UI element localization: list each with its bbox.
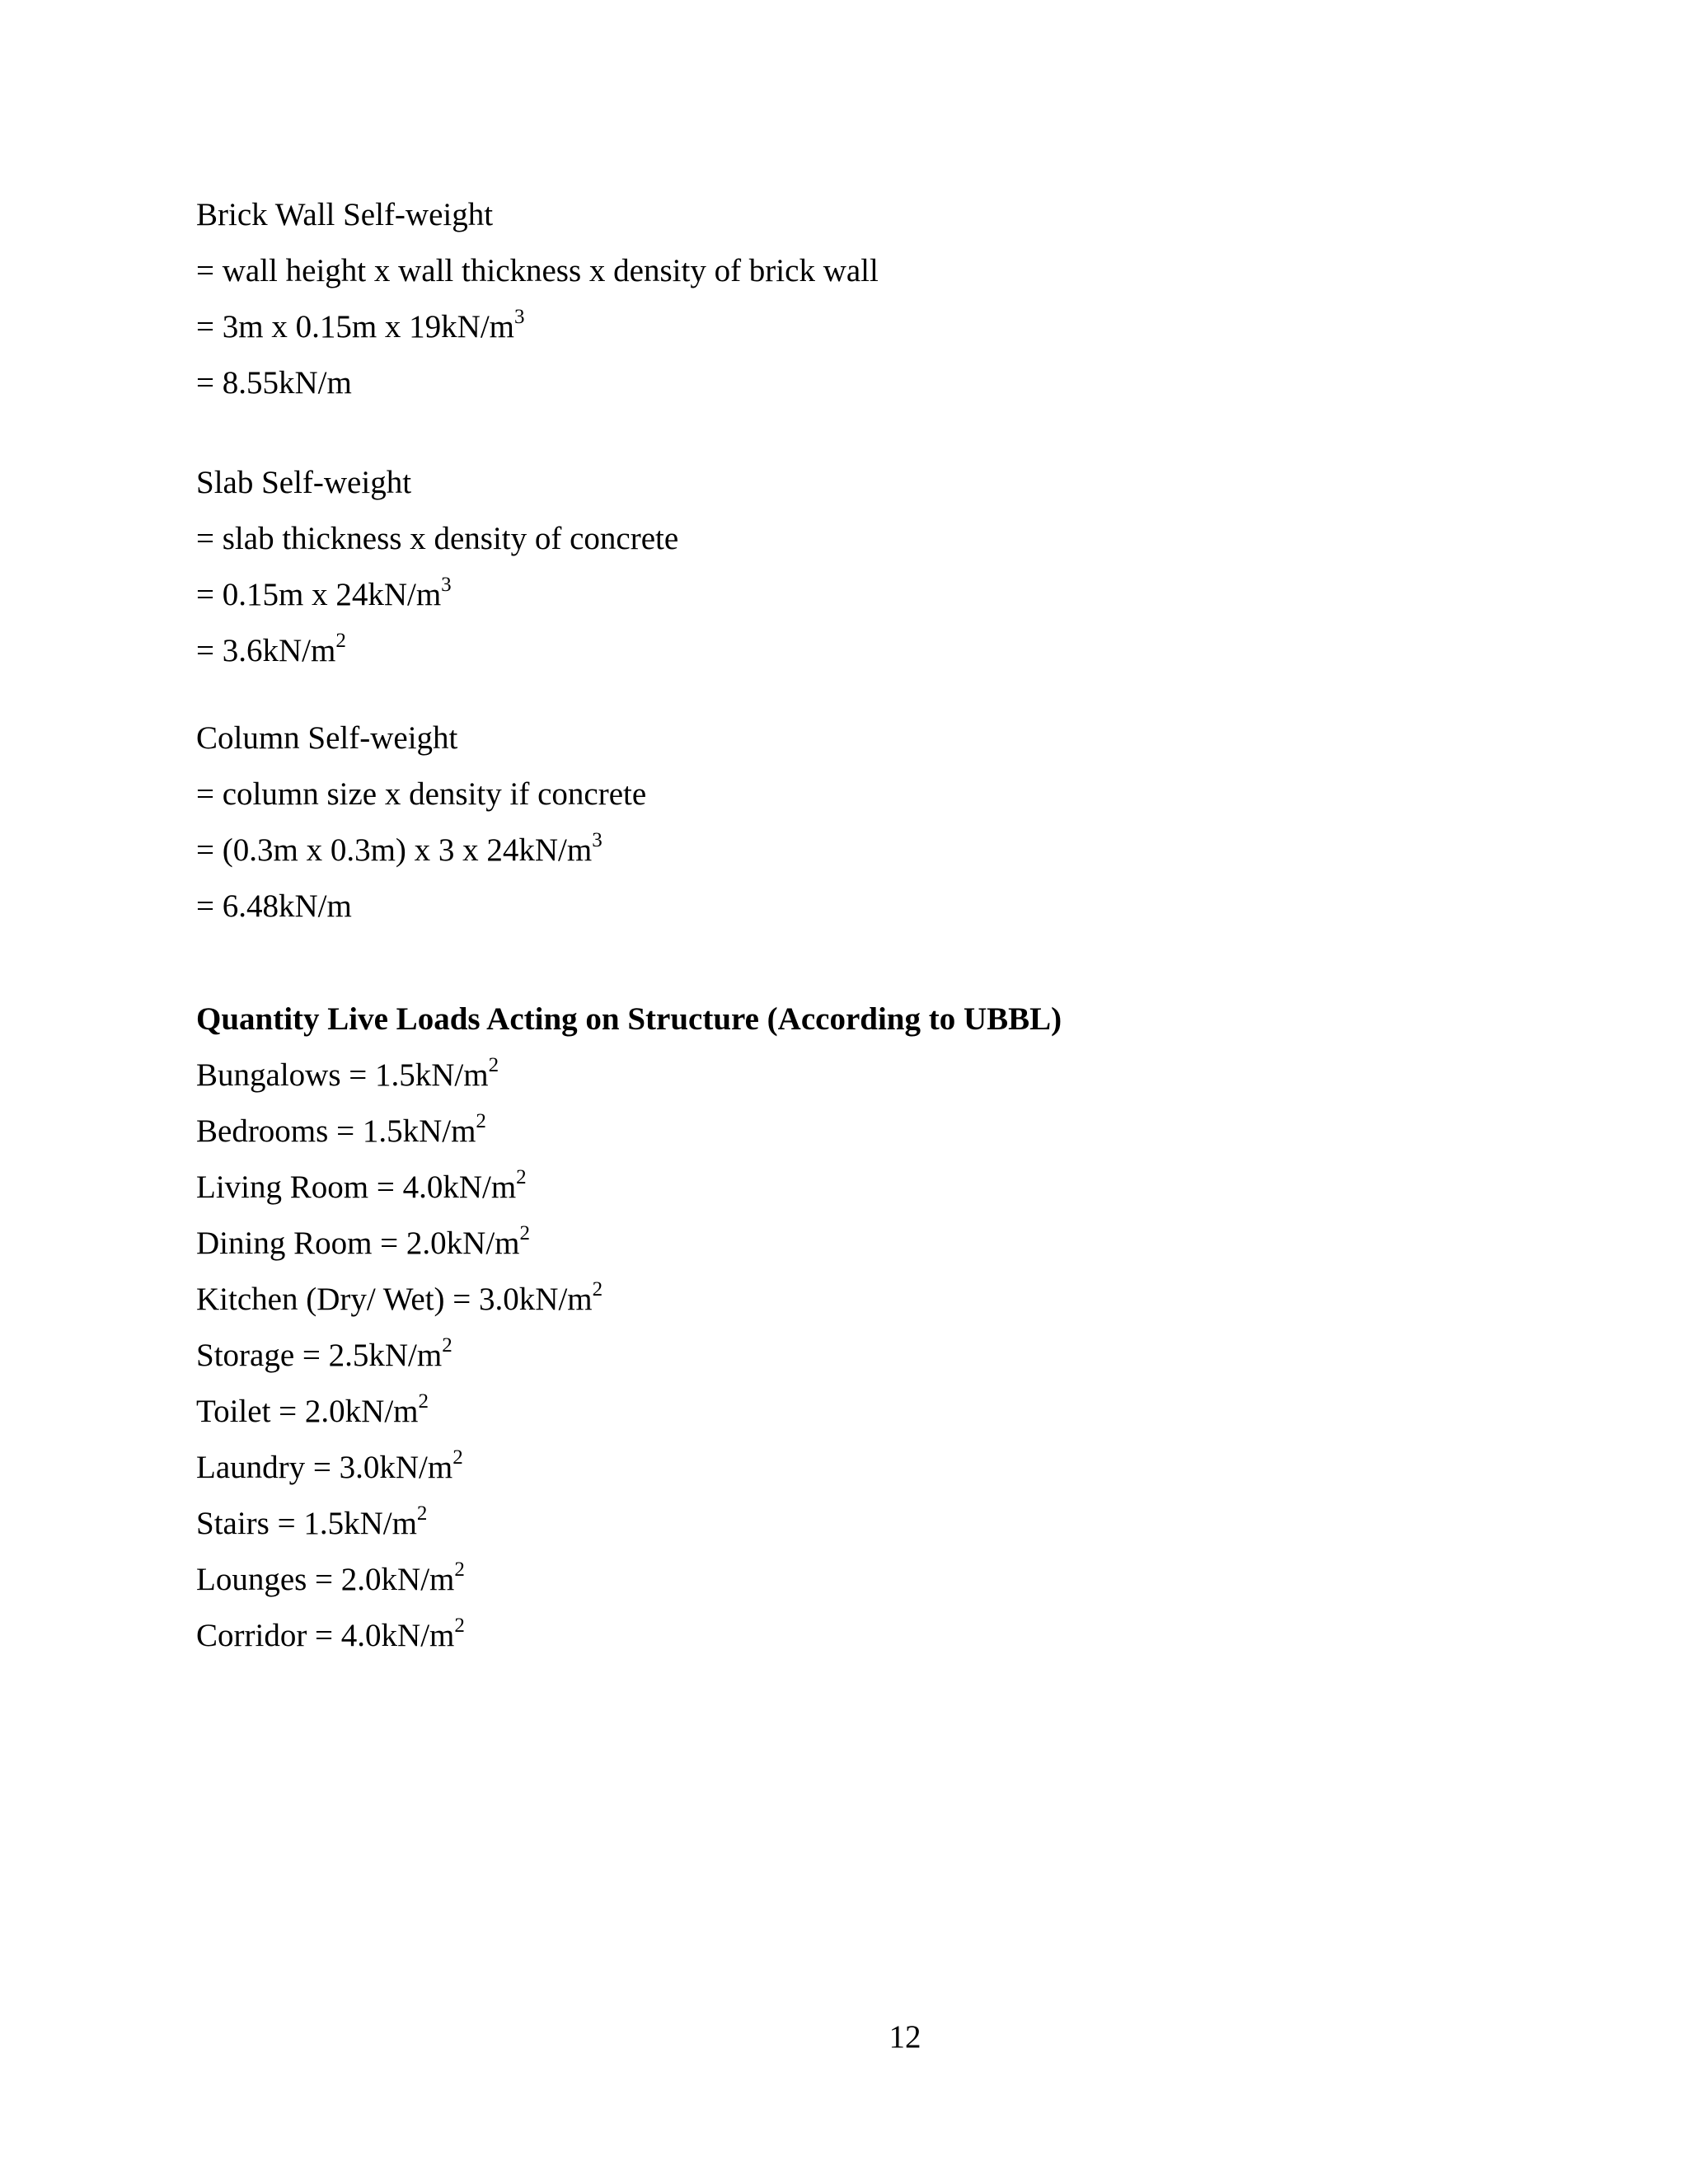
column-substitution-text: = (0.3m x 0.3m) x 3 x 24kN/m	[196, 832, 593, 868]
brick-wall-result	[196, 364, 352, 402]
brick-wall-substitution-exponent: 3	[514, 306, 525, 328]
slab-substitution-text: = 0.15m x 24kN/m	[196, 577, 442, 612]
live-load-item-exponent: 2	[454, 1615, 465, 1637]
slab-result-exponent: 2	[335, 630, 346, 652]
live-load-item-exponent: 2	[519, 1222, 531, 1244]
slab-substitution	[196, 576, 452, 614]
live-load-item-text: Toilet = 2.0kN/m	[196, 1394, 419, 1429]
live-load-item-exponent: 2	[454, 1558, 465, 1581]
slab-substitution-exponent: 3	[441, 574, 452, 596]
live-load-item-exponent: 2	[476, 1110, 486, 1132]
live-load-item	[196, 1166, 527, 1207]
live-load-item-exponent: 2	[488, 1054, 499, 1076]
live-load-item	[196, 1502, 428, 1543]
live-load-item-text: Stairs = 1.5kN/m	[196, 1506, 417, 1541]
brick-wall-title-text: Brick Wall Self-weight	[196, 197, 494, 232]
column-substitution-exponent: 3	[592, 829, 603, 851]
column-formula-text: = column size x density if concrete	[196, 776, 647, 812]
live-loads-heading	[196, 1001, 1062, 1038]
brick-wall-substitution	[196, 308, 525, 346]
live-load-item-exponent: 2	[516, 1166, 527, 1188]
live-load-item	[196, 1390, 429, 1431]
live-load-item-text: Kitchen (Dry/ Wet) = 3.0kN/m	[196, 1282, 593, 1317]
live-load-item-text: Bedrooms = 1.5kN/m	[196, 1113, 476, 1149]
live-load-item	[196, 1334, 452, 1375]
live-load-item-exponent: 2	[442, 1334, 452, 1357]
live-load-item-text: Corridor = 4.0kN/m	[196, 1618, 455, 1653]
brick-wall-title	[196, 196, 493, 234]
live-loads-heading-text: Quantity Live Loads Acting on Structure (According to UBBL)	[196, 1001, 1062, 1037]
slab-title	[196, 464, 411, 502]
live-load-item-text: Living Room = 4.0kN/m	[196, 1169, 517, 1205]
column-formula	[196, 776, 646, 813]
slab-formula	[196, 520, 678, 558]
column-substitution	[196, 829, 603, 869]
brick-wall-substitution-text: = 3m x 0.15m x 19kN/m	[196, 309, 515, 344]
live-load-item	[196, 1054, 499, 1094]
live-load-item	[196, 1446, 463, 1487]
brick-wall-formula-text: = wall height x wall thickness x density of brick wall	[196, 253, 879, 288]
slab-result	[196, 632, 346, 670]
column-result	[196, 888, 352, 926]
live-load-item-exponent: 2	[592, 1278, 603, 1301]
live-load-item-text: Bungalows = 1.5kN/m	[196, 1057, 489, 1093]
live-load-item	[196, 1278, 603, 1319]
live-load-item-text: Dining Room = 2.0kN/m	[196, 1226, 520, 1261]
live-load-item-exponent: 2	[418, 1390, 429, 1413]
slab-result-text: = 3.6kN/m	[196, 633, 336, 668]
page-number: 12	[889, 2019, 921, 2055]
live-load-item-exponent: 2	[416, 1502, 428, 1525]
live-load-item	[196, 1558, 465, 1599]
column-result-text: = 6.48kN/m	[196, 888, 352, 924]
brick-wall-formula	[196, 252, 879, 290]
live-load-item-text: Lounges = 2.0kN/m	[196, 1562, 455, 1597]
brick-wall-result-text: = 8.55kN/m	[196, 365, 352, 401]
live-load-item-text: Laundry = 3.0kN/m	[196, 1450, 453, 1485]
column-title	[196, 719, 457, 757]
live-load-item	[196, 1617, 465, 1655]
live-load-item	[196, 1110, 486, 1151]
live-load-item-exponent: 2	[452, 1446, 463, 1469]
slab-formula-text: = slab thickness x density of concrete	[196, 521, 679, 556]
live-load-item-text: Storage = 2.5kN/m	[196, 1338, 443, 1373]
column-title-text: Column Self-weight	[196, 720, 458, 756]
slab-title-text: Slab Self-weight	[196, 465, 412, 500]
live-load-item	[196, 1222, 531, 1263]
